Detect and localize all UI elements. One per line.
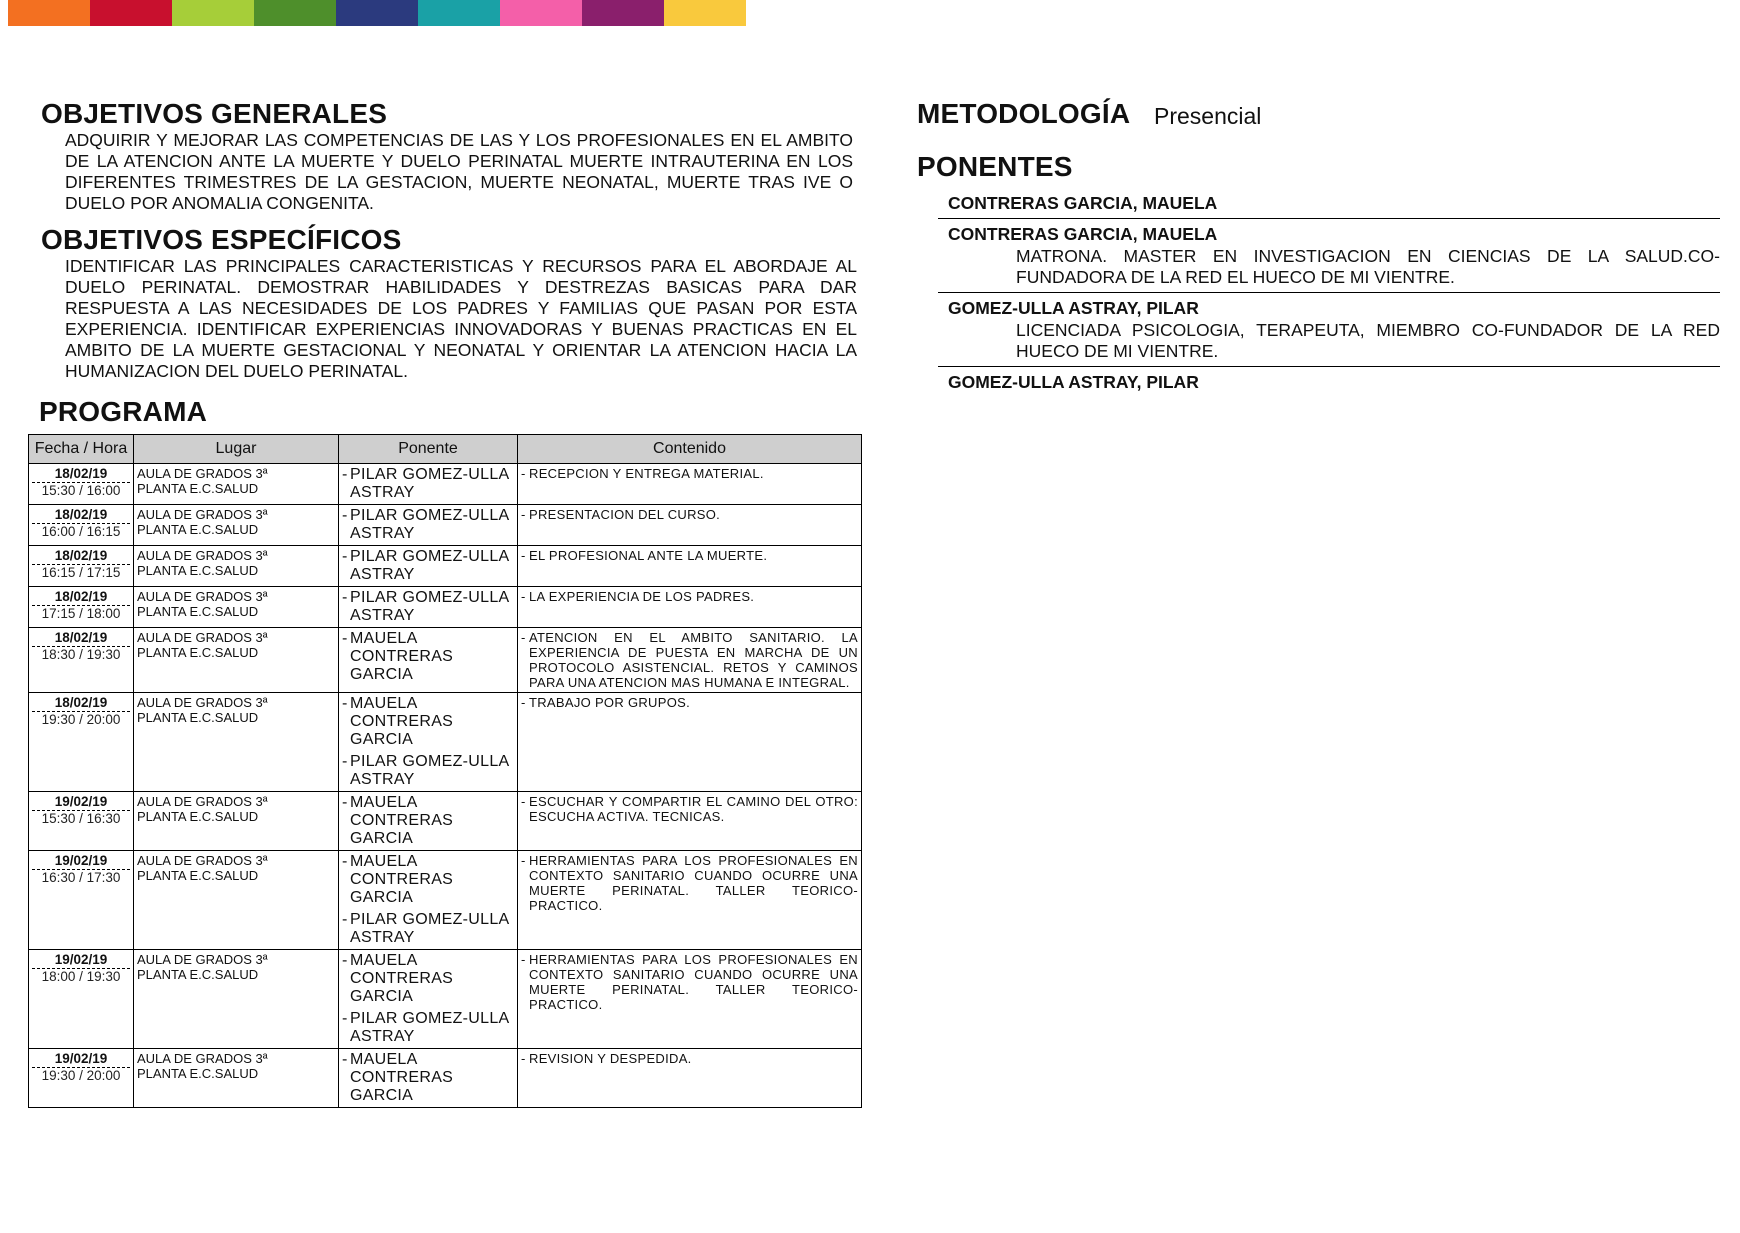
color-bar-segment (418, 0, 500, 26)
ponente-name: PILAR GOMEZ-ULLA ASTRAY (350, 548, 509, 583)
color-bar-segment (172, 0, 254, 26)
ponente-item-name: GOMEZ-ULLA ASTRAY, PILAR (948, 298, 1199, 318)
objetivos-generales-title: OBJETIVOS GENERALES (41, 98, 388, 129)
cell-fecha-hora (29, 628, 134, 693)
cell-fecha-hora (29, 587, 134, 628)
ponente-entry (342, 630, 514, 684)
lugar-line: PLANTA E.C.SALUD (137, 710, 259, 725)
column-header-lugar: Lugar (134, 435, 339, 464)
cell-fecha-hora (29, 851, 134, 950)
cell-fecha-hora (29, 1049, 134, 1108)
bullet-dash: - (342, 630, 348, 647)
contenido-entry (521, 548, 858, 563)
cell-lugar (134, 1049, 339, 1108)
bullet-dash: - (521, 507, 526, 522)
session-time: 15:30 / 16:00 (32, 482, 130, 498)
table-row (29, 628, 862, 693)
contenido-text: REVISION Y DESPEDIDA. (529, 1051, 692, 1066)
contenido-entry (521, 853, 858, 913)
cell-fecha-hora (29, 546, 134, 587)
lugar-line: AULA DE GRADOS 3ª (137, 695, 268, 710)
bullet-dash: - (521, 695, 526, 710)
table-row (29, 587, 862, 628)
cell-contenido (518, 546, 862, 587)
session-time: 19:30 / 20:00 (32, 711, 130, 727)
bullet-dash: - (521, 589, 526, 604)
ponente-entry (342, 794, 514, 848)
bullet-dash: - (342, 589, 348, 606)
lugar-line: PLANTA E.C.SALUD (137, 604, 259, 619)
lugar-line: AULA DE GRADOS 3ª (137, 1051, 268, 1066)
cell-contenido (518, 950, 862, 1049)
contenido-entry (521, 1051, 858, 1066)
objetivos-especificos-text: IDENTIFICAR LAS PRINCIPALES CARACTERISTICAS Y RECURSOS PARA EL ABORDAJE AL DUELO PERINATAL. DEMOSTRAR HABILIDADES Y DESTREZAS BASICAS PARA DAR RESPUESTA A LAS NECESIDADES DE LOS PADRES Y FAMILIAS QUE PASAN POR ESTA EXPERIENCIA. IDENTIFICAR EXPERIENCIAS INNOVADORAS Y BUENAS PRACTICAS EN EL AMBITO DE LA MUERTE GESTACIONAL Y NEONATAL Y ORIENTAR LA ATENCION HACIA LA HUMANIZACION DEL DUELO PERINATAL. (65, 256, 857, 381)
lugar-line: AULA DE GRADOS 3ª (137, 507, 268, 522)
color-bar-segment (8, 0, 90, 26)
ponente-name: MAUELA CONTRERAS GARCIA (350, 794, 454, 847)
ponente-name: MAUELA CONTRERAS GARCIA (350, 695, 454, 748)
ponente-entry (342, 753, 514, 789)
ponente-item (938, 219, 1720, 293)
ponente-name: PILAR GOMEZ-ULLA ASTRAY (350, 1010, 509, 1045)
color-bar-segment (90, 0, 172, 26)
ponente-item-name: CONTRERAS GARCIA, MAUELA (948, 224, 1218, 244)
bullet-dash: - (342, 753, 348, 770)
cell-contenido (518, 628, 862, 693)
cell-ponente (339, 1049, 518, 1108)
bullet-dash: - (342, 466, 348, 483)
bullet-dash: - (521, 1051, 526, 1066)
programa-table-body (29, 464, 862, 1108)
bullet-dash: - (342, 952, 348, 969)
session-date: 18/02/19 (54, 507, 108, 522)
ponente-entry (342, 548, 514, 584)
cell-fecha-hora (29, 950, 134, 1049)
ponente-name: MAUELA CONTRERAS GARCIA (350, 952, 454, 1005)
color-bar-segment (664, 0, 746, 26)
session-time: 16:00 / 16:15 (32, 523, 130, 539)
metodologia-title: METODOLOGÍA (917, 98, 1131, 129)
table-row (29, 851, 862, 950)
table-row (29, 792, 862, 851)
color-bar-segment (582, 0, 664, 26)
contenido-entry (521, 952, 858, 1012)
lugar-line: PLANTA E.C.SALUD (137, 563, 259, 578)
ponente-name: PILAR GOMEZ-ULLA ASTRAY (350, 911, 509, 946)
cell-ponente (339, 464, 518, 505)
bullet-dash: - (342, 1051, 348, 1068)
session-time: 19:30 / 20:00 (32, 1067, 130, 1083)
session-date: 18/02/19 (54, 630, 108, 645)
contenido-entry (521, 794, 858, 824)
ponente-item-name: CONTRERAS GARCIA, MAUELA (948, 193, 1218, 213)
cell-lugar (134, 851, 339, 950)
ponente-name: MAUELA CONTRERAS GARCIA (350, 630, 454, 683)
session-time: 16:30 / 17:30 (32, 869, 130, 885)
contenido-entry (521, 695, 858, 710)
bullet-dash: - (521, 952, 526, 967)
lugar-line: AULA DE GRADOS 3ª (137, 952, 268, 967)
lugar-line: AULA DE GRADOS 3ª (137, 589, 268, 604)
cell-ponente (339, 587, 518, 628)
ponente-entry (342, 911, 514, 947)
ponente-entry (342, 466, 514, 502)
cell-ponente (339, 546, 518, 587)
session-date: 19/02/19 (54, 952, 108, 967)
lugar-line: AULA DE GRADOS 3ª (137, 630, 268, 645)
session-date: 19/02/19 (54, 853, 108, 868)
column-header-fecha: Fecha / Hora (29, 435, 134, 464)
session-date: 18/02/19 (54, 466, 108, 481)
table-row (29, 546, 862, 587)
color-bar-segment (336, 0, 418, 26)
cell-lugar (134, 546, 339, 587)
ponente-item (938, 367, 1720, 397)
cell-ponente (339, 792, 518, 851)
metodologia-value: Presencial (1154, 103, 1262, 129)
contenido-text: HERRAMIENTAS PARA LOS PROFESIONALES EN CONTEXTO SANITARIO CUANDO OCURRE UNA MUERTE PERINATAL. TALLER TEORICO-PRACTICO. (529, 952, 858, 1012)
ponente-name: PILAR GOMEZ-ULLA ASTRAY (350, 753, 509, 788)
session-date: 19/02/19 (54, 1051, 108, 1066)
programa-table (28, 434, 862, 1108)
cell-ponente (339, 950, 518, 1049)
ponentes-list (938, 188, 1720, 397)
lugar-line: PLANTA E.C.SALUD (137, 868, 259, 883)
cell-lugar (134, 505, 339, 546)
column-header-contenido: Contenido (518, 435, 862, 464)
bullet-dash: - (342, 695, 348, 712)
lugar-line: AULA DE GRADOS 3ª (137, 466, 268, 481)
bullet-dash: - (521, 794, 526, 809)
lugar-line: AULA DE GRADOS 3ª (137, 548, 268, 563)
cell-fecha-hora (29, 505, 134, 546)
cell-lugar (134, 693, 339, 792)
ponente-item-name: GOMEZ-ULLA ASTRAY, PILAR (948, 372, 1199, 392)
ponente-name: MAUELA CONTRERAS GARCIA (350, 1051, 454, 1104)
contenido-entry (521, 466, 858, 481)
session-time: 15:30 / 16:30 (32, 810, 130, 826)
lugar-line: PLANTA E.C.SALUD (137, 967, 259, 982)
lugar-line: PLANTA E.C.SALUD (137, 1066, 259, 1081)
objetivos-especificos-title: OBJETIVOS ESPECÍFICOS (41, 224, 402, 255)
cell-lugar (134, 587, 339, 628)
cell-contenido (518, 693, 862, 792)
contenido-text: LA EXPERIENCIA DE LOS PADRES. (529, 589, 755, 604)
session-date: 18/02/19 (54, 548, 108, 563)
ponente-entry (342, 952, 514, 1006)
session-time: 18:30 / 19:30 (32, 646, 130, 662)
cell-ponente (339, 851, 518, 950)
programa-title: PROGRAMA (39, 396, 208, 427)
session-time: 18:00 / 19:30 (32, 968, 130, 984)
ponente-entry (342, 1010, 514, 1046)
header-color-bar (8, 0, 746, 26)
table-row (29, 505, 862, 546)
lugar-line: PLANTA E.C.SALUD (137, 809, 259, 824)
lugar-line: PLANTA E.C.SALUD (137, 481, 259, 496)
session-date: 18/02/19 (54, 589, 108, 604)
contenido-text: ESCUCHAR Y COMPARTIR EL CAMINO DEL OTRO: ESCUCHA ACTIVA. TECNICAS. (529, 794, 858, 824)
lugar-line: PLANTA E.C.SALUD (137, 522, 259, 537)
contenido-text: PRESENTACION DEL CURSO. (529, 507, 721, 522)
bullet-dash: - (342, 853, 348, 870)
ponente-item (938, 293, 1720, 367)
table-row (29, 1049, 862, 1108)
cell-contenido (518, 792, 862, 851)
ponente-name: PILAR GOMEZ-ULLA ASTRAY (350, 466, 509, 501)
bullet-dash: - (342, 1010, 348, 1027)
column-header-ponente: Ponente (339, 435, 518, 464)
color-bar-segment (254, 0, 336, 26)
cell-ponente (339, 505, 518, 546)
table-row (29, 464, 862, 505)
ponente-name: PILAR GOMEZ-ULLA ASTRAY (350, 507, 509, 542)
bullet-dash: - (342, 911, 348, 928)
session-date: 19/02/19 (54, 794, 108, 809)
cell-lugar (134, 464, 339, 505)
lugar-line: AULA DE GRADOS 3ª (137, 853, 268, 868)
color-bar-segment (500, 0, 582, 26)
lugar-line: PLANTA E.C.SALUD (137, 645, 259, 660)
ponente-name: PILAR GOMEZ-ULLA ASTRAY (350, 589, 509, 624)
objetivos-generales-text: ADQUIRIR Y MEJORAR LAS COMPETENCIAS DE LAS Y LOS PROFESIONALES EN EL AMBITO DE LA ATENCION ANTE LA MUERTE Y DUELO PERINATAL MUERTE INTRAUTERINA EN LOS DIFERENTES TRIMESTRES DE LA GESTACION, MUERTE NEONATAL, MUERTE TRAS IVE O DUELO POR ANOMALIA CONGENITA. (65, 130, 853, 213)
contenido-text: HERRAMIENTAS PARA LOS PROFESIONALES EN CONTEXTO SANITARIO CUANDO OCURRE UNA MUERTE PERINATAL. TALLER TEORICO-PRACTICO. (529, 853, 858, 913)
bullet-dash: - (342, 548, 348, 565)
cell-fecha-hora (29, 792, 134, 851)
session-date: 18/02/19 (54, 695, 108, 710)
contenido-text: RECEPCION Y ENTREGA MATERIAL. (529, 466, 764, 481)
cell-contenido (518, 1049, 862, 1108)
ponentes-title: PONENTES (917, 151, 1073, 182)
ponente-entry (342, 695, 514, 749)
cell-lugar (134, 628, 339, 693)
cell-contenido (518, 464, 862, 505)
cell-contenido (518, 851, 862, 950)
ponente-entry (342, 853, 514, 907)
bullet-dash: - (342, 507, 348, 524)
bullet-dash: - (521, 630, 526, 645)
cell-fecha-hora (29, 464, 134, 505)
cell-lugar (134, 950, 339, 1049)
ponente-entry (342, 507, 514, 543)
table-row (29, 950, 862, 1049)
session-time: 17:15 / 18:00 (32, 605, 130, 621)
cell-ponente (339, 693, 518, 792)
contenido-text: ATENCION EN EL AMBITO SANITARIO. LA EXPERIENCIA DE PUESTA EN MARCHA DE UN PROTOCOLO ASISTENCIAL. RETOS Y CAMINOS PARA UNA ATENCION MAS HUMANA E INTEGRAL. (529, 630, 858, 690)
contenido-text: TRABAJO POR GRUPOS. (529, 695, 691, 710)
ponente-item-description: MATRONA. MASTER EN INVESTIGACION EN CIENCIAS DE LA SALUD.CO-FUNDADORA DE LA RED EL HUECO DE MI VIENTRE. (1016, 246, 1720, 287)
table-header-row (29, 435, 862, 464)
ponente-item-description: LICENCIADA PSICOLOGIA, TERAPEUTA, MIEMBRO CO-FUNDADOR DE LA RED HUECO DE MI VIENTRE. (1016, 320, 1720, 361)
ponente-entry (342, 1051, 514, 1105)
lugar-line: AULA DE GRADOS 3ª (137, 794, 268, 809)
bullet-dash: - (521, 466, 526, 481)
cell-fecha-hora (29, 693, 134, 792)
ponente-name: MAUELA CONTRERAS GARCIA (350, 853, 454, 906)
bullet-dash: - (521, 853, 526, 868)
contenido-entry (521, 507, 858, 522)
cell-contenido (518, 505, 862, 546)
ponente-item (938, 188, 1720, 219)
contenido-entry (521, 630, 858, 690)
cell-ponente (339, 628, 518, 693)
ponente-entry (342, 589, 514, 625)
contenido-text: EL PROFESIONAL ANTE LA MUERTE. (529, 548, 768, 563)
cell-lugar (134, 792, 339, 851)
bullet-dash: - (342, 794, 348, 811)
table-row (29, 693, 862, 792)
contenido-entry (521, 589, 858, 604)
session-time: 16:15 / 17:15 (32, 564, 130, 580)
cell-contenido (518, 587, 862, 628)
bullet-dash: - (521, 548, 526, 563)
